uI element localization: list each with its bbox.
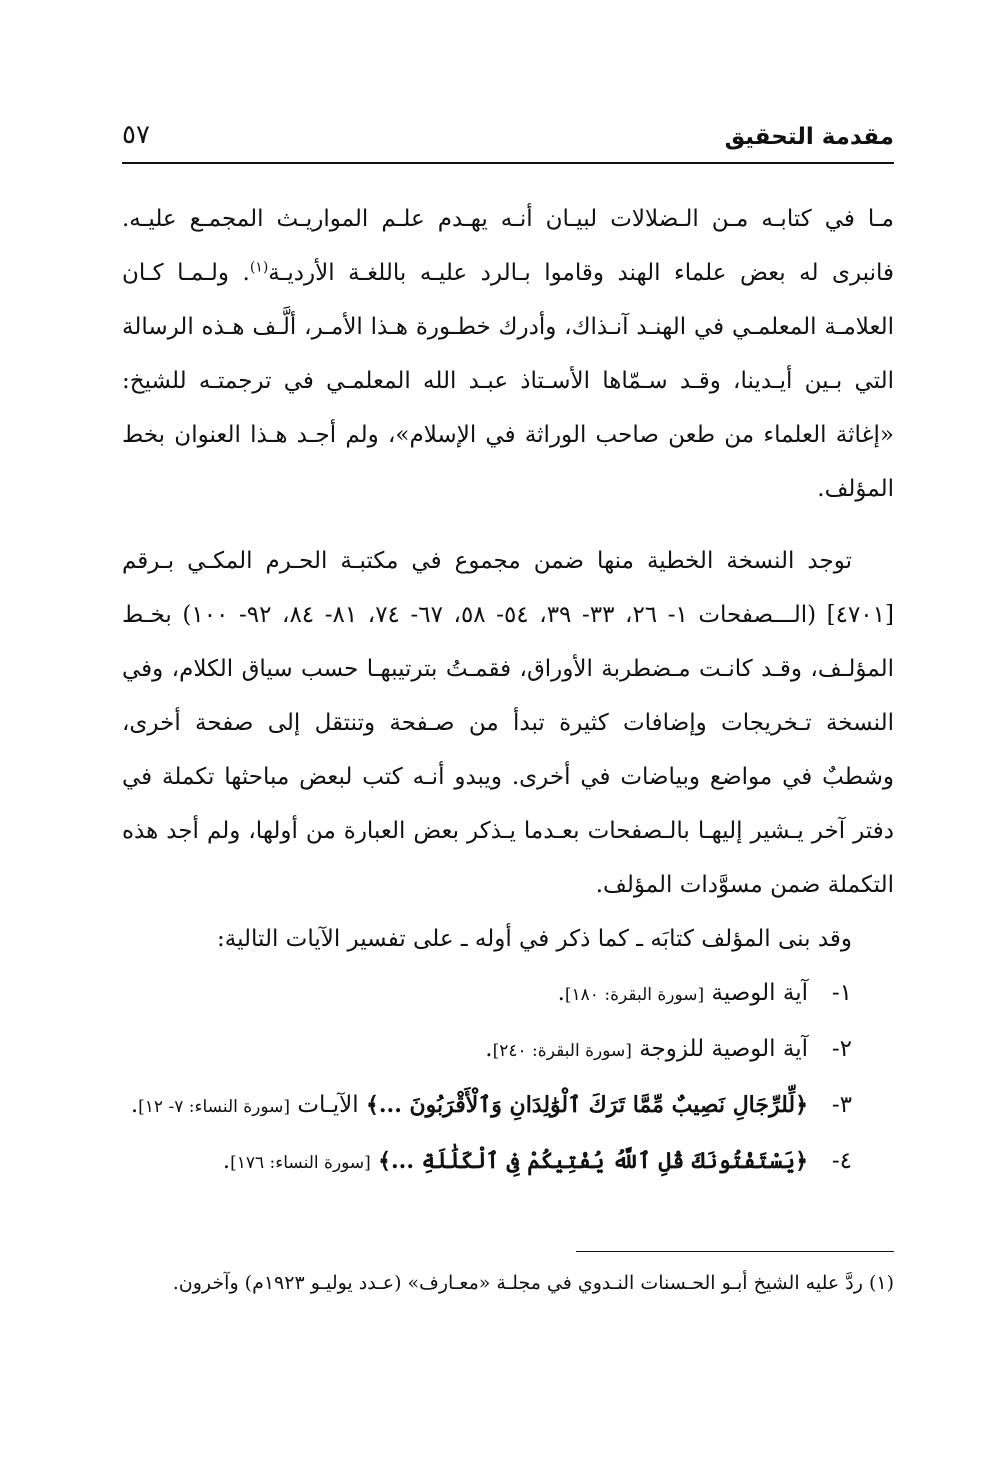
footnote-rule xyxy=(576,1251,894,1252)
paragraph-1-text-a: مـا في كتابـه مـن الـضلالات لبيـان أنـه يهـدم علـم المواريـث المجمـع عليـه. فانبرى له بعض علماء الهند وقاموا بـالرد عليـه باللغـة الأرديـة xyxy=(122,206,894,286)
list-item xyxy=(122,1078,852,1134)
page-number: ٥٧ xyxy=(122,120,150,150)
item-end: . xyxy=(557,980,565,1006)
footnote-number: (١) xyxy=(868,1272,894,1294)
item-text xyxy=(122,1022,808,1078)
item-end: . xyxy=(130,1092,139,1118)
item-number: ٣- xyxy=(831,1092,852,1118)
paragraph-1 xyxy=(122,192,894,516)
verse-label: آية الوصية xyxy=(711,980,808,1006)
list-item xyxy=(122,1022,852,1078)
item-text xyxy=(122,1134,808,1190)
list-item xyxy=(122,966,852,1022)
list-item xyxy=(122,1134,852,1190)
verse-label: آية الوصية للزوجة xyxy=(639,1036,808,1062)
footnote xyxy=(122,1262,894,1304)
verse-label: الآيـات xyxy=(290,1092,366,1118)
page xyxy=(122,120,894,1380)
item-number: ١- xyxy=(831,980,852,1006)
footnote-text: ردَّ عليه الشيخ أبـو الحـسنات النـدوي في مجلـة «معـارف» (عـدد يوليـو ١٩٢٣م) وآخرون. xyxy=(172,1272,863,1294)
quran-verse: ﴿يَسْتَفْتُونَكَ قُلِ ٱللَّهُ يُفْتِيكُمْ فِى ٱلْكَلَٰلَةِ ...﴾ xyxy=(378,1148,808,1174)
item-number: ٢- xyxy=(831,1036,852,1062)
paragraph-1-text-b: . ولـمـا كـان العلامـة المعلمـي في الهنـد آنـذاك، وأدرك خطـورة هـذا الأمـر، ألَّـف هـذه الرسالة التي بـين أيـدينا، وقـد سـمّاها الأسـتاذ عبـد الله المعلمـي في ترجمتـه للشيخ: «إغاثة العلماء من طعن صاحب الوراثة في الإسلام»، ولم أجـد هـذا العنوان بخط المؤلف. xyxy=(122,260,894,502)
surah-reference: [سورة البقرة: ١٨٠] xyxy=(564,985,705,1005)
surah-reference: [سورة البقرة: ٢٤٠] xyxy=(492,1041,632,1061)
quran-verse: ﴿لِّلرِّجَالِ نَصِيبٌ مِّمَّا تَرَكَ ٱلْوَٰلِدَانِ وَٱلْأَقْرَبُونَ ...﴾ xyxy=(365,1092,808,1118)
header-rule xyxy=(122,162,894,164)
item-number: ٤- xyxy=(831,1148,852,1174)
running-header xyxy=(122,120,894,158)
body-text xyxy=(122,192,894,1190)
verse-list xyxy=(122,966,894,1190)
footnote-ref: (١) xyxy=(249,259,269,276)
paragraph-2: توجد النسخة الخطية منها ضمن مجموع في مكتبـة الحـرم المكـي بـرقم [٤٧٠١] (الـــصفحات ١- ٢٦، ٣٣- ٣٩، ٥٤- ٥٨، ٦٧- ٧٤، ٨١- ٨٤، ٩٢- ١٠٠) بخـط المؤلـف، وقـد كانـت مـضطربة الأوراق، فقمـتُ بترتيبهـا حسب سياق الكلام، وفي النسخة تـخريجات وإضافات كثيرة تبدأ من صـفحة وتنتقل إلى صفحة أخرى، وشطبٌ في مواضع وبياضات في أخرى. ويبدو أنـه كتب لبعض مباحثها تكملة في دفتر آخر يـشير إليهـا بالـصفحات بعـدما يـذكر بعض العبارة من أولها، ولم أجد هذه التكملة ضمن مسوَّدات المؤلف. xyxy=(122,548,894,898)
item-text xyxy=(122,1078,808,1134)
surah-reference: [سورة النساء: ٧- ١٢] xyxy=(138,1097,291,1117)
header-title: مقدمة التحقيق xyxy=(724,124,894,150)
item-end: . xyxy=(222,1148,231,1174)
item-text xyxy=(122,966,808,1022)
surah-reference: [سورة النساء: ١٧٦] xyxy=(230,1153,371,1173)
paragraph-3: وقد بنى المؤلف كتابَه ـ كما ذكر في أوله ـ على تفسير الآيات التالية: xyxy=(216,926,852,952)
item-end: . xyxy=(485,1036,493,1062)
